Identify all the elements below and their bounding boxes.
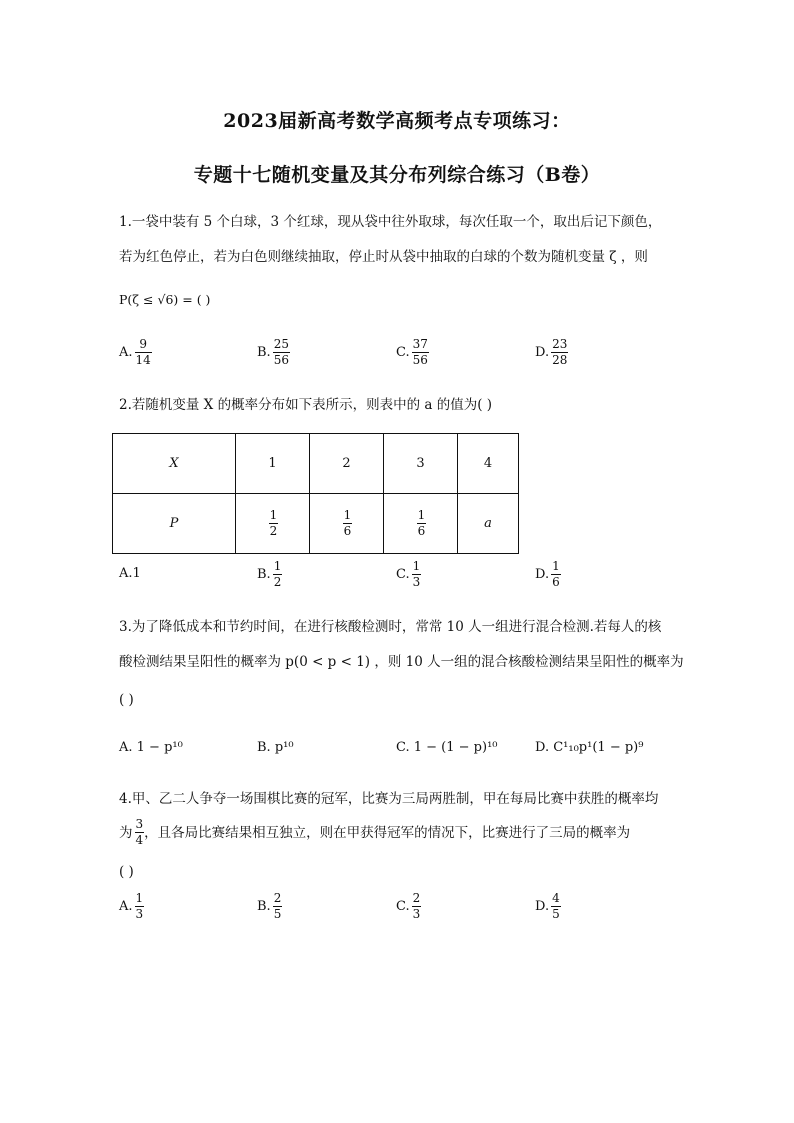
option-label: A.1 xyxy=(119,566,141,581)
q2-option-b xyxy=(257,560,282,589)
numerator: 1 xyxy=(343,508,352,522)
fraction xyxy=(412,560,422,589)
q2-option-d xyxy=(535,560,561,589)
q1-option-b xyxy=(257,338,290,367)
q2-option-c xyxy=(396,560,421,589)
q4-text-line1: 4.甲、乙二人争夺一场围棋比赛的冠军，比赛为三局两胜制，甲在每局比赛中获胜的概率均 xyxy=(119,791,659,807)
q1-option-c xyxy=(396,338,429,367)
q4-option-d xyxy=(535,892,561,921)
table-cell: a xyxy=(458,494,519,554)
q1-text-line1: 1.一袋中装有 5 个白球，3 个红球，现从袋中往外取球，每次任取一个，取出后记下颜色， xyxy=(119,214,662,230)
table-row xyxy=(113,434,519,494)
document-title-line2: 专题十七随机变量及其分布列综合练习（B卷） xyxy=(193,164,601,186)
fraction xyxy=(273,560,283,589)
numerator: 1 xyxy=(269,508,278,522)
fraction xyxy=(135,892,145,921)
fraction xyxy=(269,509,279,538)
denominator: 6 xyxy=(417,524,426,538)
numerator: 3 xyxy=(135,817,144,831)
denominator: 56 xyxy=(412,353,428,367)
q3-option-c: C. 1 − (1 − p)¹⁰ xyxy=(396,740,498,755)
numerator: 1 xyxy=(412,559,421,573)
q2-text-line1: 2.若随机变量 X 的概率分布如下表所示，则表中的 a 的值为( ) xyxy=(119,397,493,413)
q3-text-line1: 3.为了降低成本和节约时间，在进行核酸检测时，常常 10 人一组进行混合检测.若每人的核 xyxy=(119,619,662,635)
denominator: 3 xyxy=(412,907,421,921)
option-label: D. xyxy=(535,567,550,582)
numerator: 1 xyxy=(417,508,426,522)
table-cell: 2 xyxy=(310,434,384,494)
numerator: 9 xyxy=(139,337,147,351)
table-cell xyxy=(310,494,384,554)
denominator: 5 xyxy=(273,907,282,921)
option-label: D. xyxy=(535,345,550,360)
fraction xyxy=(343,509,353,538)
table-cell: 3 xyxy=(384,434,458,494)
fraction xyxy=(135,338,152,367)
q4-option-c xyxy=(396,892,421,921)
option-label: C. xyxy=(396,567,410,582)
numerator: 25 xyxy=(273,337,289,351)
table-cell: 4 xyxy=(458,434,519,494)
numerator: 37 xyxy=(412,337,428,351)
fraction xyxy=(551,560,561,589)
option-label: B. xyxy=(257,567,271,582)
fraction xyxy=(551,892,561,921)
q3-text-line3: ( ) xyxy=(119,692,134,708)
denominator: 5 xyxy=(552,907,560,921)
table-header-x: X xyxy=(113,434,236,494)
numerator: 2 xyxy=(412,891,421,905)
probability-distribution-table xyxy=(112,433,519,554)
numerator: 1 xyxy=(552,559,560,573)
q3-option-a: A. 1 − p¹⁰ xyxy=(119,740,183,755)
q3-option-b: B. p¹⁰ xyxy=(257,740,294,755)
option-label: C. xyxy=(396,345,410,360)
option-label: A. xyxy=(119,899,133,914)
fraction xyxy=(412,892,422,921)
q1-text-line2: 若为红色停止，若为白色则继续抽取，停止时从袋中抽取的白球的个数为随机变量 ζ ，则 xyxy=(119,249,648,265)
denominator: 14 xyxy=(135,353,151,367)
denominator: 2 xyxy=(269,524,278,538)
fraction xyxy=(412,338,429,367)
q4-text-line3: ( ) xyxy=(119,864,134,880)
q4-line2-suffix: ，且各局比赛结果相互独立，则在甲获得冠军的情况下，比赛进行了三局的概率为 xyxy=(144,824,631,841)
denominator: 3 xyxy=(135,907,144,921)
option-label: B. xyxy=(257,899,271,914)
denominator: 3 xyxy=(412,575,421,589)
fraction xyxy=(135,818,145,847)
q4-text-line2 xyxy=(119,818,679,847)
option-label: C. xyxy=(396,899,410,914)
table-row xyxy=(113,494,519,554)
q1-option-d xyxy=(535,338,568,367)
q4-option-b xyxy=(257,892,282,921)
denominator: 56 xyxy=(273,353,289,367)
table-cell: 1 xyxy=(236,434,310,494)
q3-option-d: D. C¹₁₀p¹(1 − p)⁹ xyxy=(535,740,644,755)
q1-option-a xyxy=(119,338,152,367)
denominator: 6 xyxy=(552,575,560,589)
denominator: 4 xyxy=(135,833,144,847)
numerator: 23 xyxy=(552,337,568,351)
q2-option-a xyxy=(119,566,141,581)
table-cell xyxy=(236,494,310,554)
numerator: 1 xyxy=(135,891,144,905)
table-header-p: P xyxy=(113,494,236,554)
option-label: D. xyxy=(535,899,550,914)
fraction xyxy=(273,892,283,921)
option-label: B. xyxy=(257,345,271,360)
q1-text-line3: P(ζ ≤ √6) = ( ) xyxy=(119,292,211,307)
fraction xyxy=(551,338,568,367)
q4-option-a xyxy=(119,892,144,921)
document-title-line1: 2023届新高考数学高频考点专项练习： xyxy=(223,110,571,132)
numerator: 4 xyxy=(552,891,560,905)
option-label: A. xyxy=(119,345,133,360)
fraction xyxy=(417,509,427,538)
fraction xyxy=(273,338,290,367)
denominator: 2 xyxy=(273,575,282,589)
q3-text-line2: 酸检测结果呈阳性的概率为 p(0 < p < 1) ，则 10 人一组的混合核酸检测结果呈阳性的概率为 xyxy=(119,654,684,670)
numerator: 1 xyxy=(273,559,282,573)
q4-line2-prefix: 为 xyxy=(119,824,133,841)
denominator: 28 xyxy=(552,353,568,367)
denominator: 6 xyxy=(343,524,352,538)
numerator: 2 xyxy=(273,891,282,905)
table-cell xyxy=(384,494,458,554)
